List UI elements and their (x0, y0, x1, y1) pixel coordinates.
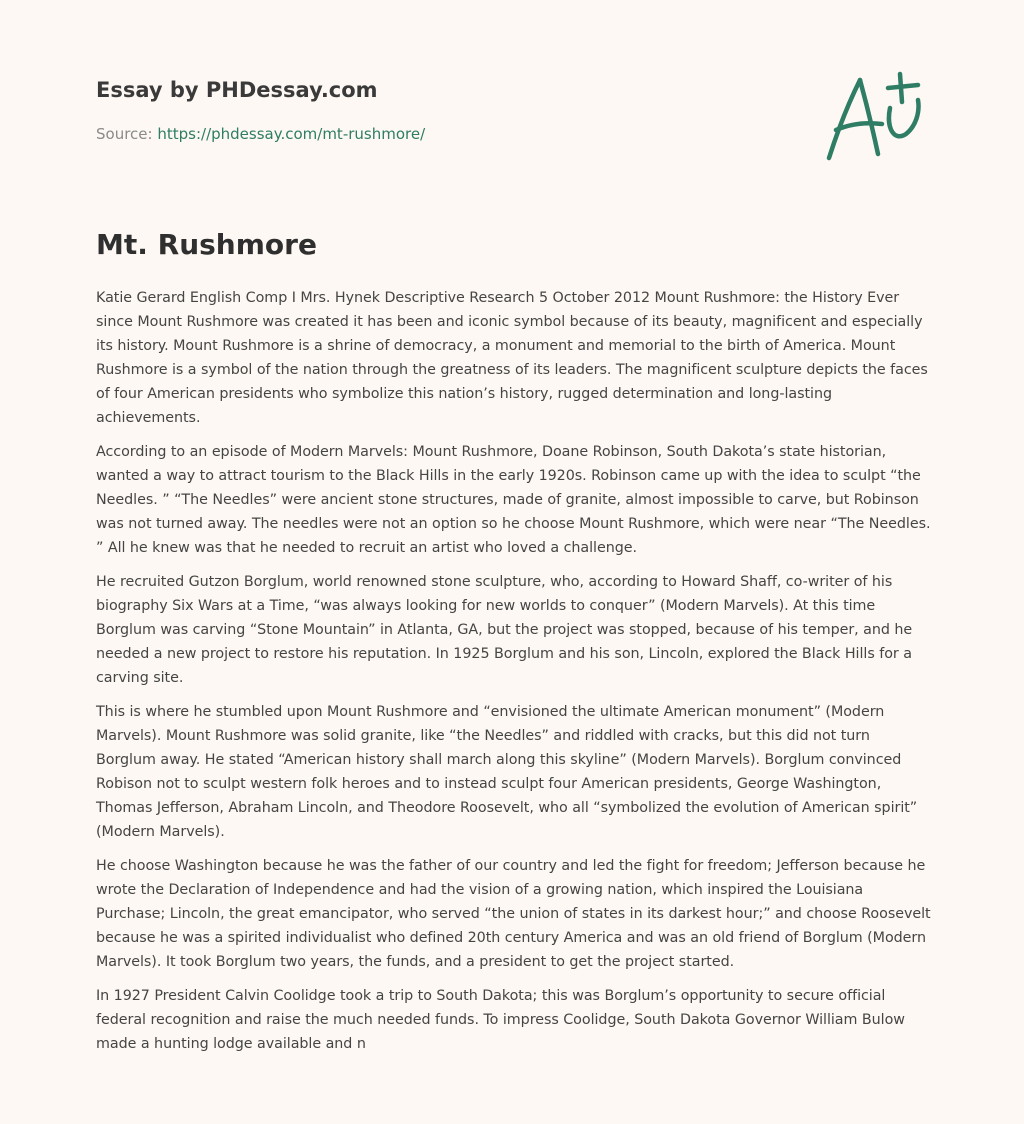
site-title: Essay by PHDessay.com (96, 78, 378, 102)
essay-paragraph: According to an episode of Modern Marvels: Mount Rushmore, Doane Robinson, South Dakota’s state historian, wanted a way to attract tourism to the Black Hills in the early 1920s. Robinson came up with the idea to sculpt “the Needles. ” “The Needles” were ancient stone structures, made of granite, almost impossible to carve, but Robinson was not turned away. The needles were not an option so he choose Mount Rushmore, which were near “The Needles. ” All he knew was that he needed to recruit an artist who loved a challenge. (96, 444, 931, 556)
essay-body (96, 286, 932, 1066)
essay-paragraph: In 1927 President Calvin Coolidge took a trip to South Dakota; this was Borglum’s opportunity to secure official federal recognition and raise the much needed funds. To impress Coolidge, South Dakota Governor William Bulow made a hunting lodge available and n (96, 988, 905, 1052)
a-plus-grade-logo (822, 68, 930, 164)
source-label: Source: (96, 125, 153, 143)
essay-title: Mt. Rushmore (96, 228, 317, 261)
essay-paragraph: He recruited Gutzon Borglum, world renowned stone sculpture, who, according to Howard Shaff, co-writer of his biography Six Wars at a Time, “was always looking for new worlds to conquer” (Modern Marvels). At this time Borglum was carving “Stone Mountain” in Atlanta, GA, but the project was stopped, because of his temper, and he needed a new project to restore his reputation. In 1925 Borglum and his son, Lincoln, explored the Black Hills for a carving site. (96, 574, 913, 686)
source-line (96, 124, 796, 144)
essay-paragraph: This is where he stumbled upon Mount Rushmore and “envisioned the ultimate American monument” (Modern Marvels). Mount Rushmore was solid granite, like “the Needles” and riddled with cracks, but this did not turn Borglum away. He stated “American history shall march along this skyline” (Modern Marvels). Borglum convinced Robison not to sculpt western folk heroes and to instead sculpt four American presidents, George Washington, Thomas Jefferson, Abraham Lincoln, and Theodore Roosevelt, who all “symbolized the evolution of American spirit” (Modern Marvels). (96, 704, 918, 840)
page-header (96, 76, 796, 144)
essay-paragraph: He choose Washington because he was the father of our country and led the fight for freedom; Jefferson because he wrote the Declaration of Independence and had the vision of a growing nation, which inspired the Louisiana Purchase; Lincoln, the great emancipator, who served “the union of states in its darkest hour;” and choose Roosevelt because he was a spirited individualist who defined 20th century America and was an old friend of Borglum (Modern Marvels). It took Borglum two years, the funds, and a president to get the project started. (96, 858, 931, 970)
source-link[interactable]: https://phdessay.com/mt-rushmore/ (157, 125, 426, 143)
essay-paragraph: Katie Gerard English Comp I Mrs. Hynek Descriptive Research 5 October 2012 Mount Rushmore: the History Ever since Mount Rushmore was created it has been and iconic symbol because of its beauty, magnificent and especially its history. Mount Rushmore is a shrine of democracy, a monument and memorial to the birth of America. Mount Rushmore is a symbol of the nation through the greatness of its leaders. The magnificent sculpture depicts the faces of four American presidents who symbolize this nation’s history, rugged determination and long-lasting achievements. (96, 290, 928, 426)
